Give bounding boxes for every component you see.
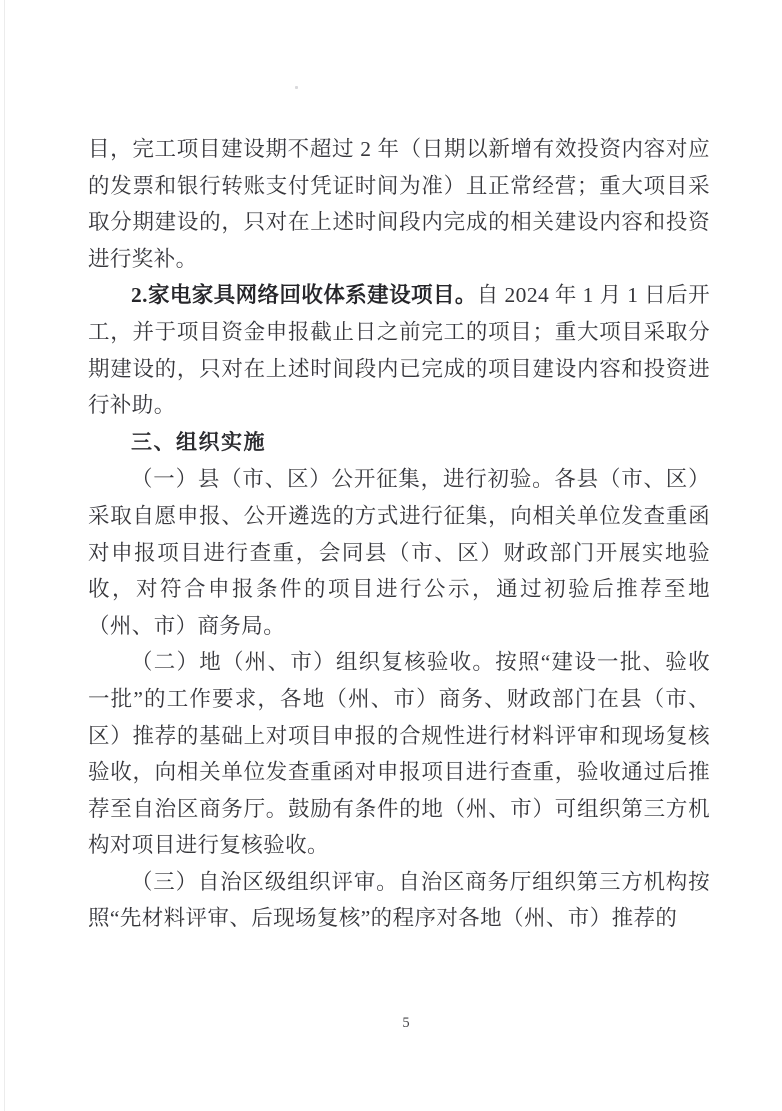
text-run: （三）自治区级组织评审。	[131, 869, 399, 894]
section-heading: 三、组织实施	[131, 430, 266, 454]
paragraph	[88, 864, 710, 937]
text-run: （二）地（州、市）组织复核验收。	[131, 650, 496, 675]
text-run: 按照“建设一批、验收一批”的工作要求，各地（州、市）商务、财政部门在县（市、区）推荐的基础上对项目申报的合规性进行材料评审和现场复核验收，向相关单位发查重函对申报项目进行查重，验收通过后推荐至自治区商务厅。鼓励有条件的地（州、市）可组织第三方机构对项目进行复核验收。	[88, 650, 711, 858]
text-run: 2.家电家具网络回收体系建设项目。	[131, 283, 477, 308]
text-run: 自 2024 年 1 月 1 日后开工，并于项目资金申报截止日之前完工的项目；重大项目采取分期建设的，只对在上述时间段内已完成的项目建设内容和投资进行补助。	[88, 283, 710, 418]
paragraph	[88, 644, 710, 864]
paragraph	[88, 277, 710, 423]
paragraph	[88, 461, 710, 644]
text-run: 自治区商务厅组织第三方机构按照“先材料评审、后现场复核”的程序对各地（州、市）推荐的	[88, 869, 710, 931]
paragraph	[88, 424, 710, 462]
paragraph	[88, 131, 710, 277]
text-block	[88, 131, 710, 937]
scan-speck-artifact	[295, 86, 298, 89]
page-number: 5	[402, 1015, 410, 1031]
scan-edge-artifact	[4, 0, 5, 1111]
text-run: 目，完工项目建设期不超过 2 年（日期以新增有效投资内容对应的发票和银行转账支付凭证时间为准）且正常经营；重大项目采取分期建设的，只对在上述时间段内完成的相关建设内容和投资进行奖补。	[88, 137, 710, 271]
text-run: （一）县（市、区）公开征集，进行初验。	[131, 467, 555, 492]
text-run: 各县（市、区）采取自愿申报、公开遴选的方式进行征集，向相关单位发查重函对申报项目进行查重，会同县（市、区）财政部门开展实地验收，对符合申报条件的项目进行公示，通过初验后推荐至地（州、市）商务局。	[88, 467, 710, 638]
